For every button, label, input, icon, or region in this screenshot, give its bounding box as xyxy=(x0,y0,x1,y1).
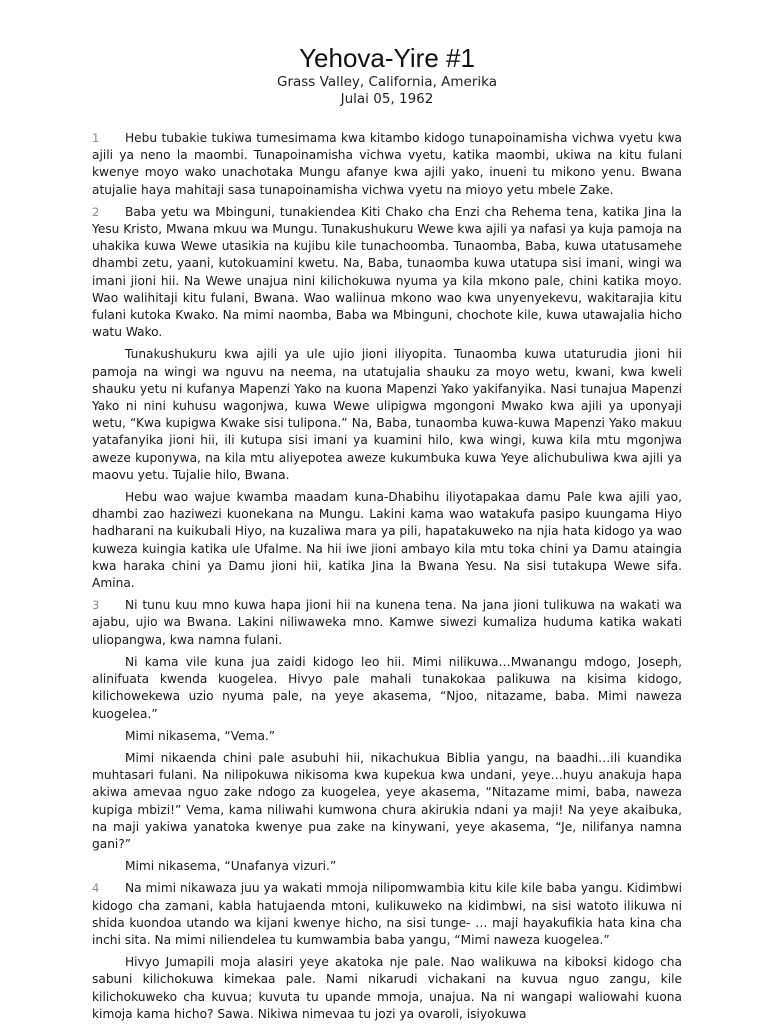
paragraph xyxy=(92,597,682,649)
paragraph-text: Na mimi nikawaza juu ya wakati mmoja nilipomwambia kitu kile kile baba yangu. Kidimbwi kidogo cha zamani, kabla hatujaenda mtoni, kulikuweko na kidimbwi, na sisi watoto ilikuwa ni shida kuondoa utando wa kijani kwenye hicho, na sisi tunge- … maji hayakufikia hata kina cha inchi sita. Na mimi niliendelea tu kumwambia baba yangu, “Mimi naweza kuogelea.” xyxy=(92,881,682,947)
paragraph-text: Hebu tubakie tukiwa tumesimama kwa kitambo kidogo tunapoinamisha vichwa vyetu kwa ajili ya neno la maombi. Tunapoinamisha vichwa vyetu, katika maombi, ukiwa na kitu fulani kwenye moyo wako unachotaka Mungu afanye kwa ajili yako, inueni tu mikono yenu. Bwana atujalie haya mahitaji sasa tunapoinamisha vichwa vyetu na mioyo yetu mbele Zake. xyxy=(92,131,682,197)
paragraph xyxy=(92,880,682,949)
paragraph xyxy=(92,489,682,592)
paragraph-text: Baba yetu wa Mbinguni, tunakiendea Kiti Chako cha Enzi cha Rehema tena, katika Jina la Yesu Kristo, Mwana mkuu wa Mungu. Tunakushukuru Wewe kwa ajili ya nafasi ya kuja pamoja na uhakika kuwa Wewe utasikia na kujibu kile tunachoomba. Tunaomba, Baba, kuwa utatusamehe dhambi zetu, yaani, kutokuamini kwetu. Na, Baba, tunaomba kuwa utatupa sisi imani, wingi wa imani jioni hii. Na Wewe unajua nini kilichokuwa nyuma ya kila mkono pale, chini katika moyo. Wao walihitaji kitu fulani, Bwana. Wao waliinua mkono wao kwa unyenyekevu, wakitarajia kitu fulani kutoka Kwako. Na mimi naomba, Baba wa Mbinguni, chochote kile, kuwa utawajalia hicho watu Wako. xyxy=(92,204,682,340)
paragraph xyxy=(92,858,682,875)
paragraph-text: Hebu wao wajue kwamba maadam kuna-Dhabihu iliyotapakaa damu Pale kwa ajili yao, dhambi zao haziwezi kuonekana na Mungu. Lakini kama wao watakufa pasipo kuungama Hiyo hadharani na kuikubali Hiyo, na kuzaliwa mara ya pili, hapatakuweko na njia hata kidogo ya wao kuweza kuingia katika ule Ufalme. Na hii iwe jioni ambayo kila mtu toka chini ya Damu ataingia kwa haraka chini ya Damu jioni hii, katika Jina la Bwana Yesu. Na sisi tutakupa Wewe sifa. Amina. xyxy=(92,490,682,591)
paragraph-text: Hivyo Jumapili moja alasiri yeye akatoka nje pale. Nao walikuwa na kiboksi kidogo cha sabuni kilichokuwa kimekaa pale. Nami nikarudi vichakani na kuvua nguo zangu, kile kilichokuweko cha kuvua; kuvuta tu upande mmoja, unajua. Na ni wangapi waliowahi kuona kimoja kama hicho? Sawa. Nikiwa nimevaa tu jozi ya ovaroli, isiyokuwa xyxy=(92,955,682,1021)
paragraph-number: 1 xyxy=(92,131,100,145)
paragraph xyxy=(92,654,682,723)
paragraph-text: Mimi nikaenda chini pale asubuhi hii, nikachukua Biblia yangu, na baadhi…ili kuandika muhtasari fulani. Na nilipokuwa nikisoma kwa kupekua kwa undani, yeye…huyu anakuja hapa akiwa amevaa nguo zake ndogo za kuogelea, yeye akasema, “Nitazame mimi, baba, naweza kupiga mbizi!” Vema, kama niliwahi kumwona chura akirukia ndani ya maji! Na yeye akaibuka, na maji yakiwa yanatoka kwenye pua zake na kinywani, yeye akasema, “Je, nilifanya namna gani?” xyxy=(92,750,682,851)
document-body xyxy=(92,130,682,1023)
paragraph-number: 4 xyxy=(92,881,100,896)
paragraph xyxy=(92,204,682,342)
paragraph xyxy=(92,750,682,853)
paragraph-text: Tunakushukuru kwa ajili ya ule ujio jioni iliyopita. Tunaomba kuwa utaturudia jioni hii pamoja na wingi wa nguvu na neema, na utatujalia shauku za moyo wetu, kwani, kwa kweli shauku yetu ni kufanya Mapenzi Yako na kuona Mapenzi Yako yakifanyika. Nasi tunajua Mapenzi Yako ni nini kuhusu wagonjwa, kuwa Wewe ulipigwa mgongoni Mwako kwa ajili ya uponyaji wetu, “Kwa kupigwa Kwake sisi tulipona.” Na, Baba, tunaomba kuwa-kuwa Mapenzi Yako makuu yatafanyika jioni hii, ili kutupa sisi imani ya kuamini hilo, kwa wingi, kuwa kila mtu mgonjwa aweze kuponywa, na kila mtu aliyepotea aweze kukumbuka kuwa Yeye alichubuliwa kwa ajili ya maovu yetu. Tujalie hilo, Bwana. xyxy=(92,347,682,482)
paragraph xyxy=(92,728,682,745)
paragraph xyxy=(92,954,682,1023)
header-spacer xyxy=(92,108,682,130)
paragraph xyxy=(92,346,682,484)
paragraph-text: Mimi nikasema, “Vema.” xyxy=(125,728,276,743)
document-location: Grass Valley, California, Amerika xyxy=(276,74,497,90)
document-title: Yehova-Yire #1 xyxy=(299,43,475,73)
document-date: Julai 05, 1962 xyxy=(340,91,434,107)
paragraph-text: Ni kama vile kuna jua zaidi kidogo leo hii. Mimi nilikuwa…Mwanangu mdogo, Joseph, alinifuata kwenda kuogelea. Hivyo pale mahali tunakokaa palikuwa na kisima kidogo, kilichowekewa uzio nyuma pale, na yeye akasema, “Njoo, nitazame, baba. Mimi naweza kuogelea.” xyxy=(92,654,682,721)
paragraph-text: Ni tunu kuu mno kuwa hapa jioni hii na kunena tena. Na jana jioni tulikuwa na wakati wa ajabu, ujio wa Bwana. Lakini niliwaweka mno. Kamwe siwezi kumaliza huduma katika wakati uliopangwa, kwa namna fulani. xyxy=(92,598,682,647)
paragraph xyxy=(92,130,682,199)
paragraph-number: 3 xyxy=(92,598,100,613)
paragraph-text: Mimi nikasema, “Unafanya vizuri.” xyxy=(125,859,337,874)
paragraph-number: 2 xyxy=(92,204,100,219)
